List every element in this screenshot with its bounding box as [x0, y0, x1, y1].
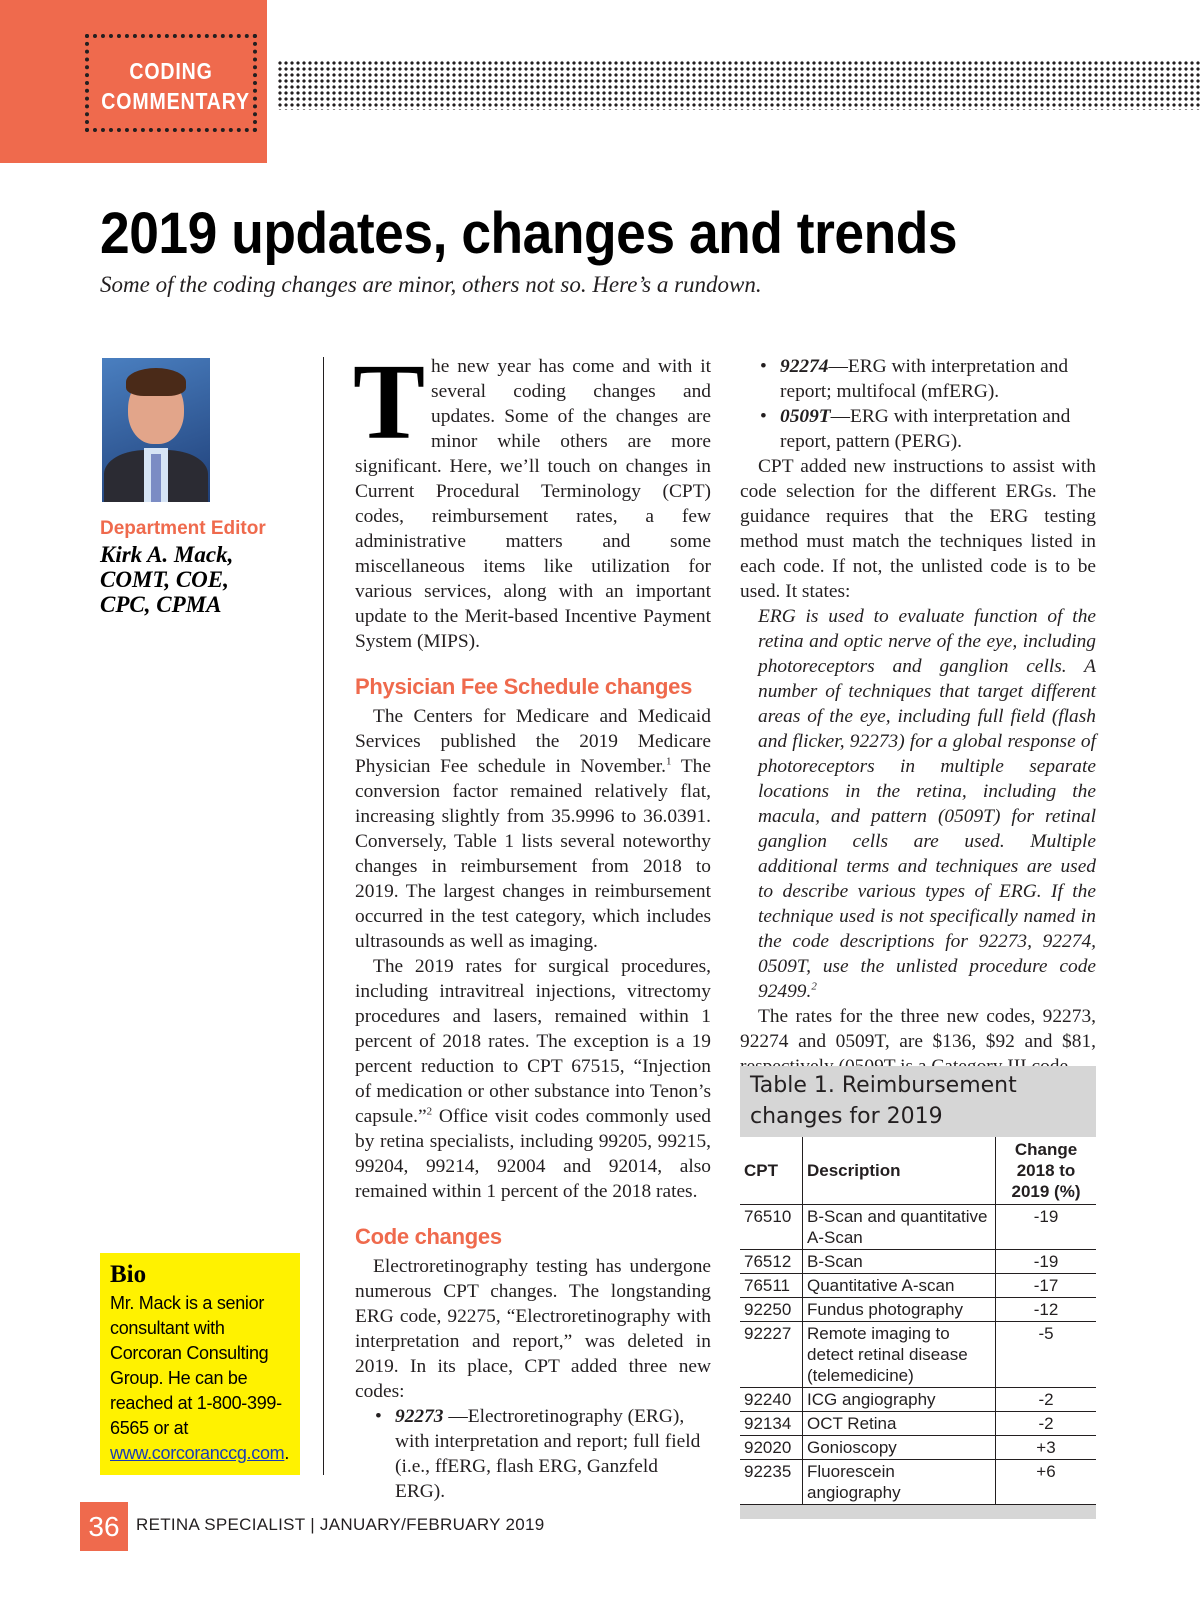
- article-title: 2019 updates, changes and trends: [100, 201, 958, 266]
- cpt-quote: [740, 604, 1096, 1004]
- cell-cpt: 92250: [740, 1298, 803, 1322]
- publication-line: RETINA SPECIALIST | JANUARY/FEBRUARY 2019: [136, 1515, 545, 1534]
- section-heading-code-changes: Code changes: [355, 1224, 502, 1249]
- section-kicker-line2: COMMENTARY: [101, 88, 250, 114]
- article-column-2: [740, 354, 1096, 1079]
- reference-1: 1: [665, 755, 672, 768]
- cell-description: ICG angiography: [803, 1388, 996, 1412]
- bio-box: [100, 1253, 300, 1475]
- fee-p2-text: The 2019 rates for surgical procedures, including intravitreal injections, vitrectomy procedures and lasers, remained within 1 percent of 2018 rates. The exception is a 19 percent reduction to CPT 67515, “Injection of medication or other substance into Tenon’s capsule.”: [355, 956, 711, 1127]
- cell-description: B-Scan: [803, 1250, 996, 1274]
- cell-change: -2: [996, 1388, 1097, 1412]
- page-footer: [80, 1502, 680, 1551]
- bullet-text: —ERG with interpretation and report; multifocal (mfERG).: [780, 356, 1069, 402]
- cell-cpt: 92235: [740, 1460, 803, 1505]
- bullet-text: —Electroretinography (ERG), with interpretation and report; full field (i.e., ffERG, flash ERG, Ganzfeld ERG).: [395, 1406, 701, 1502]
- table-grid: [740, 1137, 1096, 1505]
- cell-cpt: 92134: [740, 1412, 803, 1436]
- bio-text: [110, 1291, 290, 1466]
- table-row: [740, 1250, 1096, 1274]
- editor-photo: [102, 358, 210, 502]
- bio-body: Mr. Mack is a senior consultant with Corcoran Consulting Group. He can be reached at 1-800-399-6565 or at: [110, 1293, 282, 1438]
- table-row: [740, 1460, 1096, 1505]
- bullet-text: —ERG with interpretation and report, pattern (PERG).: [780, 406, 1071, 452]
- table-row: [740, 1322, 1096, 1388]
- column-header-cpt: CPT: [740, 1137, 803, 1205]
- cell-description: Remote imaging to detect retinal disease (telemedicine): [803, 1322, 996, 1388]
- list-item: [395, 1404, 711, 1504]
- column-header-description: Description: [803, 1137, 996, 1205]
- table-row: [740, 1412, 1096, 1436]
- photo-hair: [126, 368, 186, 396]
- fee-p2-text-b: Office visit codes commonly used by retina specialists, including 99205, 99215, 99204, 99214, 92004 and 92014, also remained within 1 percent of the 2018 rates.: [355, 1106, 711, 1202]
- table-caption: Table 1. Reimbursement changes for 2019: [750, 1073, 1017, 1129]
- bullet-code: 0509T: [780, 406, 831, 427]
- erg-code-list-continued: [740, 354, 1096, 454]
- cell-cpt: 76511: [740, 1274, 803, 1298]
- section-kicker-line1: CODING: [129, 58, 213, 84]
- bullet-code: 92273: [395, 1406, 444, 1427]
- fee-schedule-paragraph-1: [355, 704, 711, 954]
- cell-description: B-Scan and quantitative A-Scan: [803, 1205, 996, 1250]
- reference-2: 2: [426, 1105, 433, 1118]
- bio-website-link[interactable]: www.corcoranccg.com: [110, 1443, 285, 1463]
- fee-p1-text-b: The conversion factor remained relatively flat, increasing slightly from 35.9996 to 36.0391. Conversely, Table 1 lists several noteworthy changes in reimbursement from 2018 to 2019. The largest changes in reimbursement occurred in the test category, which includes ultrasounds as well as imaging.: [355, 756, 711, 952]
- section-kicker-frame: [85, 34, 257, 132]
- column-header-change: Change 2018 to 2019 (%): [996, 1137, 1097, 1205]
- cell-description: Gonioscopy: [803, 1436, 996, 1460]
- cell-change: -17: [996, 1274, 1097, 1298]
- cell-change: +6: [996, 1460, 1097, 1505]
- table-row: [740, 1274, 1096, 1298]
- quote-text: ERG is used to evaluate function of the retina and optic nerve of the eye, including photoreceptors and ganglion cells. A number of techniques that target different areas of the eye, including full field (flash and flicker, 92273) for a global response of photoreceptors in multiple separate locations in the retina, including the macula, and pattern (0509T) for retinal ganglion cells are used. Multiple additional terms and techniques are used to describe various types of ERG. If the technique used is not specifically named in the code descriptions for 92273, 92274, 0509T, use the unlisted procedure code 92499.: [758, 606, 1096, 1002]
- editor-role: Department Editor: [100, 518, 266, 539]
- cell-cpt: 92227: [740, 1322, 803, 1388]
- intro-text: he new year has come and with it several coding changes and updates. Some of the changes are minor while others are more significant. Here, we’ll touch on changes in Current Procedural Terminology (CPT) codes, reimbursement rates, a few administrative matters and some miscellaneous items like utilization for various services, along with an important update to the Merit-based Incentive Payment System (MIPS).: [355, 356, 711, 652]
- erg-code-list: [355, 1404, 711, 1504]
- code-changes-paragraph-2: CPT added new instructions to assist with code selection for the different ERGs. The guidance requires that the ERG testing method must match the techniques listed in each code. If not, the unlisted code is to be used. It states:: [740, 456, 1096, 602]
- cell-description: Fundus photography: [803, 1298, 996, 1322]
- cell-change: +3: [996, 1436, 1097, 1460]
- reference-2: 2: [811, 980, 817, 993]
- section-heading-fee-schedule: Physician Fee Schedule changes: [355, 674, 693, 699]
- article-subtitle: Some of the coding changes are minor, others not so. Here’s a rundown.: [100, 272, 762, 297]
- reimbursement-table: [740, 1066, 1096, 1519]
- table-row: [740, 1298, 1096, 1322]
- cell-description: OCT Retina: [803, 1412, 996, 1436]
- cell-change: -2: [996, 1412, 1097, 1436]
- photo-tie: [151, 454, 161, 502]
- cell-description: Quantitative A-scan: [803, 1274, 996, 1298]
- intro-paragraph: [353, 343, 711, 654]
- fee-schedule-paragraph-2: [355, 954, 711, 1204]
- cell-change: -5: [996, 1322, 1097, 1388]
- bullet-code: 92274: [780, 356, 829, 377]
- table-row: [740, 1205, 1096, 1250]
- article-column-1: [353, 343, 711, 1504]
- page-number: 36: [80, 1502, 128, 1551]
- cell-cpt: 76512: [740, 1250, 803, 1274]
- table-header-row: [740, 1137, 1096, 1205]
- cell-cpt: 76510: [740, 1205, 803, 1250]
- editor-name: Kirk A. Mack, COMT, COE, CPC, CPMA: [100, 542, 234, 617]
- cell-cpt: 92020: [740, 1436, 803, 1460]
- table-row: [740, 1436, 1096, 1460]
- column-divider: [323, 357, 324, 1475]
- code-changes-paragraph-1: Electroretinography testing has undergone numerous CPT changes. The longstanding ERG code, 92275, “Electroretinography with interpretation and report,” was deleted in 2019. In its place, CPT added three new codes:: [355, 1256, 711, 1402]
- list-item: [780, 354, 1096, 404]
- dotted-header-band: [277, 60, 1200, 110]
- drop-cap: T: [353, 343, 426, 462]
- bio-heading: Bio: [110, 1261, 147, 1288]
- bio-end: .: [284, 1443, 290, 1463]
- cell-cpt: 92240: [740, 1388, 803, 1412]
- cell-change: -19: [996, 1205, 1097, 1250]
- list-item: [780, 404, 1096, 454]
- cell-change: -12: [996, 1298, 1097, 1322]
- fee-p1-text: The Centers for Medicare and Medicaid Services published the 2019 Medicare Physician Fee schedule in November.: [355, 706, 711, 777]
- table-row: [740, 1388, 1096, 1412]
- code-changes-paragraph-3: The rates for the three new codes, 92273, 92274 and 0509T, are $136, $92 and $81,: [740, 1006, 1096, 1052]
- cell-change: -19: [996, 1250, 1097, 1274]
- cell-description: Fluorescein angiography: [803, 1460, 996, 1505]
- section-kicker-block: [0, 0, 267, 163]
